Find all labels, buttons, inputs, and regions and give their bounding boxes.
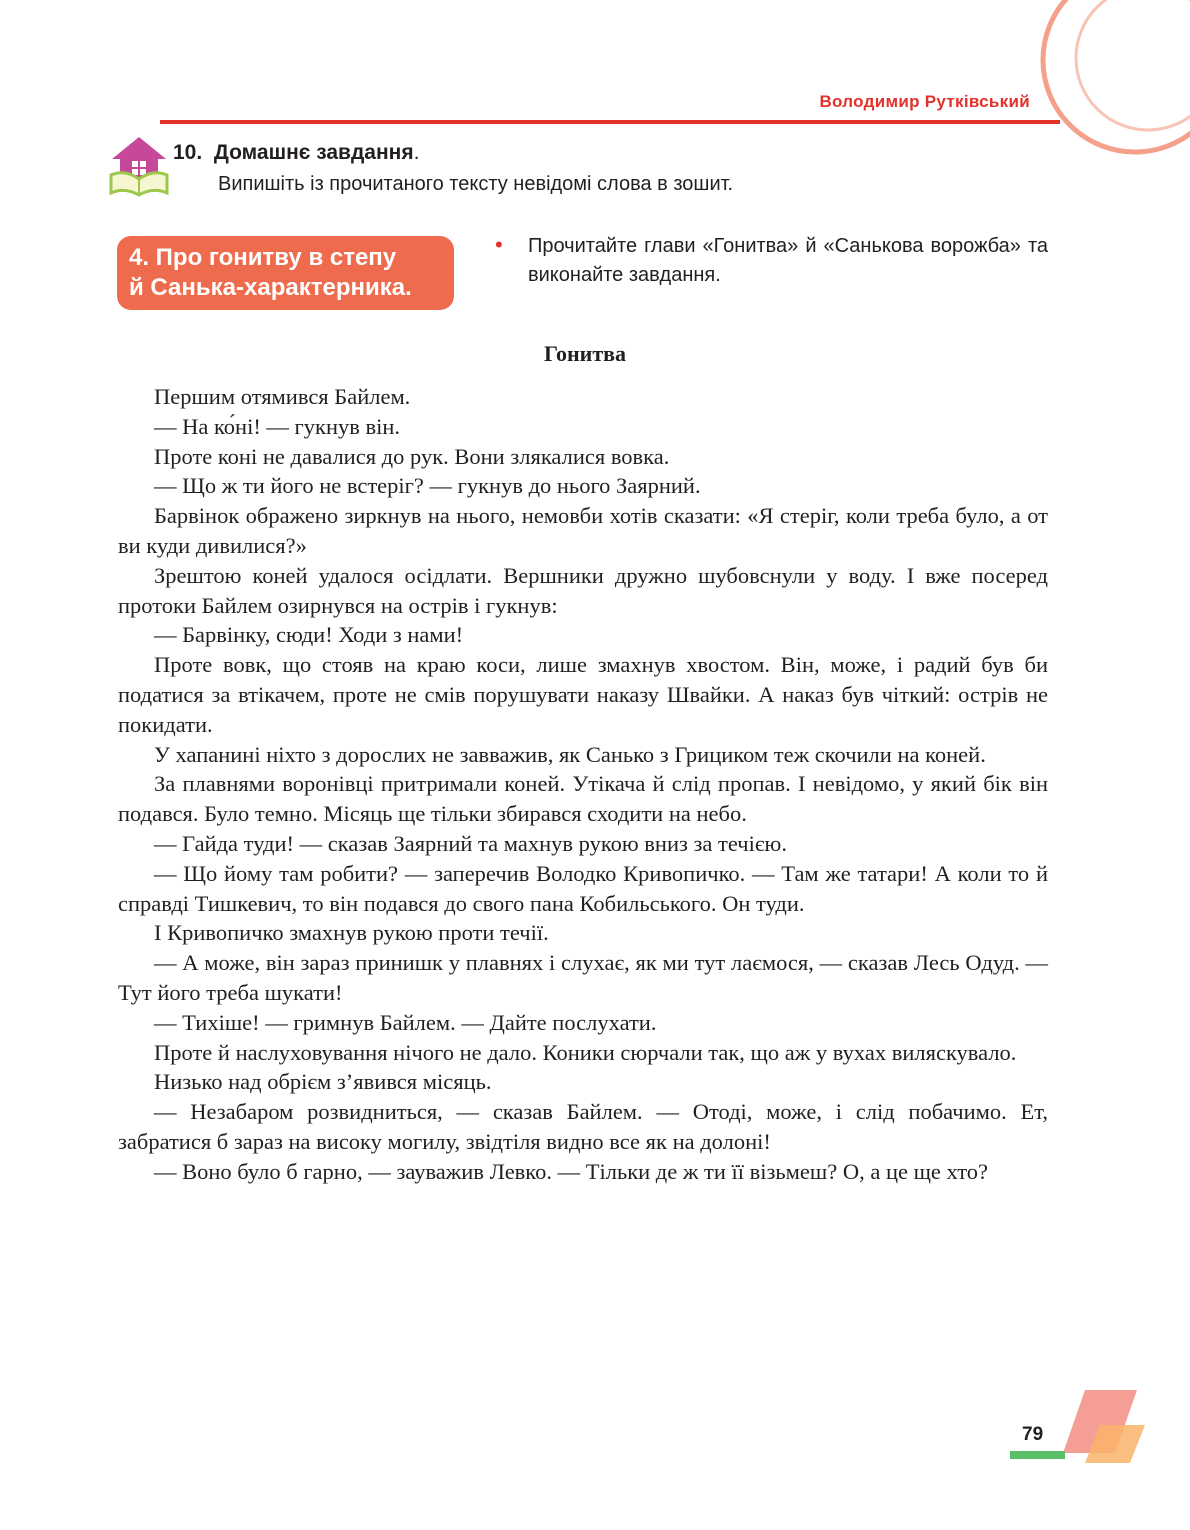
instruction-text: Прочитайте глави «Гонитва» й «Санькова ворожба» та виконайте завдання. (528, 235, 1048, 286)
story-paragraph: Низько над обрієм з’явився місяць. (154, 1069, 492, 1095)
section-badge-line2: й Санька-характерника. (129, 274, 412, 301)
homework-text: Випишіть із прочитаного тексту невідомі слова в зошит. (218, 173, 734, 195)
story-paragraph: — Гайда туди! — сказав Заярний та махнув рукою вниз за течією. (154, 830, 787, 856)
story-paragraph: — Що ж ти його не встеріг? — гукнув до нього Заярний. (154, 473, 701, 499)
story-paragraph: — А може, він зараз принишк у плавнях і слухає, як ми тут лаємося, — сказав Лесь Одуд. — Тут його треба шукати! (118, 950, 1048, 1005)
homework-title-text: Домашнє завдання (213, 141, 414, 164)
story-paragraph: — На ко́ні! — гукнув він. (154, 413, 401, 439)
story-paragraph: За плавнями воронівці притримали коней. Утікача й слід пропав. І невідомо, у який бік він подався. Було темно. Місяць ще тільки збирався сходити на небо. (118, 771, 1048, 827)
story-paragraph: Барвінок ображено зиркнув на нього, немовби хотів сказати: «Я стеріг, коли треба було, а от ви куди дивилися?» (118, 503, 1048, 558)
story-body (118, 382, 1048, 1187)
homework-title-end: . (413, 141, 420, 164)
homework-number: 10. (173, 141, 203, 164)
story-paragraph: Проте й наслуховування нічого не дало. Коники сюрчали так, що аж у вухах виляскувало. (154, 1039, 1017, 1065)
story-paragraph: Проте вовк, що стояв на краю коси, лише змахнув хвостом. Він, може, і радий був би податися за втікачем, проте не смів порушувати наказу Швайки. А наказ був чіткий: острів не покидати. (118, 652, 1048, 737)
story-paragraph: Зрештою коней удалося осідлати. Вершники дружно шубовснули у воду. І вже посеред протоки Байлем озирнувся на острів і гукнув: (118, 562, 1048, 618)
header-arc-outer (1043, 0, 1190, 152)
instruction-bullet: • (495, 232, 503, 257)
header-rule (160, 120, 1060, 124)
page-number: 79 (1022, 1424, 1044, 1445)
story-paragraph: — Що йому там робити? — заперечив Володко Кривопичко. — Там же татари! А коли то й справді Тишкевич, то він подався до свого пана Кобильського. Он туди. (118, 860, 1048, 916)
story-paragraph: — Барвінку, сюди! Ходи з нами! (154, 622, 464, 648)
section-badge (117, 236, 454, 310)
story-paragraph: — Тихіше! — гримнув Байлем. — Дайте послухати. (154, 1009, 657, 1035)
header-arc-inner (1076, 0, 1190, 130)
header-author: Володимир Рутківський (819, 92, 1030, 111)
story-paragraph: І Кривопичко змахнув рукою проти течії. (154, 920, 549, 946)
story-paragraph: Першим отямився Байлем. (154, 384, 411, 409)
story-title: Гонитва (543, 341, 627, 366)
house-book-icon (108, 135, 170, 197)
story-paragraph: — Воно було б гарно, — зауважив Левко. — Тільки де ж ти її візьмеш? О, а це ще хто? (154, 1158, 989, 1184)
story-paragraph: Проте коні не давалися до рук. Вони злякалися вовка. (154, 443, 670, 469)
homework-title (173, 141, 419, 165)
section-badge-line1: 4. Про гонитву в степу (129, 244, 397, 271)
story-paragraph: — Незабаром розвидниться, — сказав Байлем. — Отоді, може, і слід побачимо. Ет, забратися б зараз на високу могилу, звідтіля видно все як на долоні! (118, 1099, 1048, 1154)
story-paragraph: У хапанині ніхто з дорослих не завважив, як Санько з Грициком теж скочили на коней. (154, 741, 986, 767)
